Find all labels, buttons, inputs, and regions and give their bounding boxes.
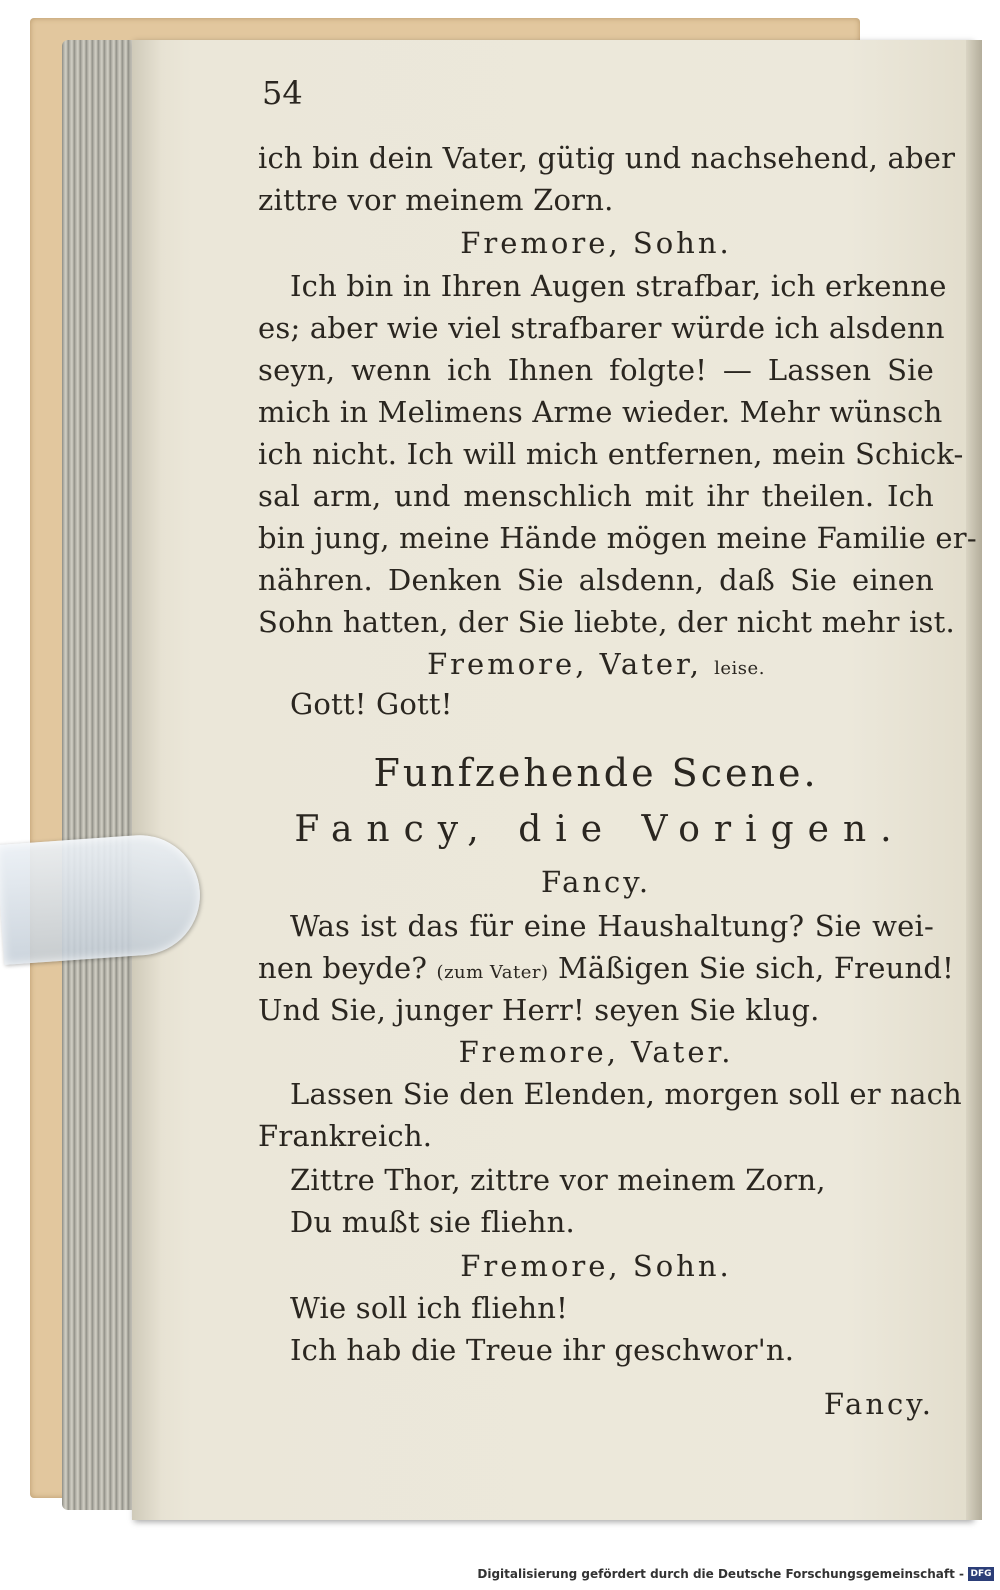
dfg-logo-icon: DFG <box>968 1567 994 1581</box>
footer-credit: Digitalisierung gefördert durch die Deutsche Forschungsgemeinschaft - <box>477 1567 964 1581</box>
speaker-heading: Fremore, Vater. <box>458 1035 734 1069</box>
text-line: bin jung, meine Hände mögen meine Familie er- <box>258 521 977 555</box>
footer-bar <box>0 1560 1000 1590</box>
text-line: Und Sie, junger Herr! seyen Sie klug. <box>258 993 820 1027</box>
text-line: nähren. Denken Sie alsdenn, daß Sie einen <box>258 563 934 597</box>
text-line: Frankreich. <box>258 1119 433 1153</box>
stage-direction: leise. <box>714 658 765 679</box>
text-line <box>258 948 954 993</box>
scene-characters: Fancy, die Vorigen. <box>294 809 906 850</box>
speaker-heading: Fremore, Sohn. <box>460 226 732 260</box>
text-line: Lassen Sie den Elenden, morgen soll er nach <box>290 1077 962 1111</box>
text-line: ich nicht. Ich will mich entfernen, mein Schick- <box>258 437 964 471</box>
text-line: ich bin dein Vater, gütig und nachsehend, aber <box>258 141 956 175</box>
speaker-heading: Fremore, Sohn. <box>460 1249 732 1283</box>
text-line: es; aber wie viel strafbarer würde ich alsdenn <box>258 311 945 345</box>
text-line: mich in Melimens Arme wieder. Mehr wünsch <box>258 395 943 429</box>
speaker-heading <box>258 644 934 689</box>
text-line: seyn, wenn ich Ihnen folgte! — Lassen Sie <box>258 353 934 387</box>
text-fragment: nen beyde? <box>258 951 428 985</box>
verse-line: Ich hab die Treue ihr geschwor'n. <box>290 1333 795 1367</box>
page-clip <box>0 831 204 965</box>
text-fragment: Mäßigen Sie sich, Freund! <box>557 951 954 985</box>
speaker-heading: Fancy. <box>540 865 652 899</box>
text-line: sal arm, und menschlich mit ihr theilen. Ich <box>258 479 934 513</box>
text-line: Gott! Gott! <box>290 687 453 721</box>
scene-title: Funfzehende Scene. <box>373 751 819 795</box>
speaker-name: Fremore, Vater, <box>427 647 702 681</box>
text-line: Was ist das für eine Haushaltung? Sie wei- <box>290 909 934 943</box>
page-number: 54 <box>262 74 303 112</box>
text-line: zittre vor meinem Zorn. <box>258 183 614 217</box>
verse-line: Du mußt sie fliehn. <box>290 1205 575 1239</box>
stage-direction: (zum Vater) <box>436 962 549 983</box>
text-line: Ich bin in Ihren Augen strafbar, ich erkenne <box>290 269 947 303</box>
verse-line: Zittre Thor, zittre vor meinem Zorn, <box>290 1163 826 1197</box>
verse-line: Wie soll ich fliehn! <box>290 1291 568 1325</box>
catchword: Fancy. <box>823 1387 934 1421</box>
text-line: Sohn hatten, der Sie liebte, der nicht mehr ist. <box>258 605 955 639</box>
